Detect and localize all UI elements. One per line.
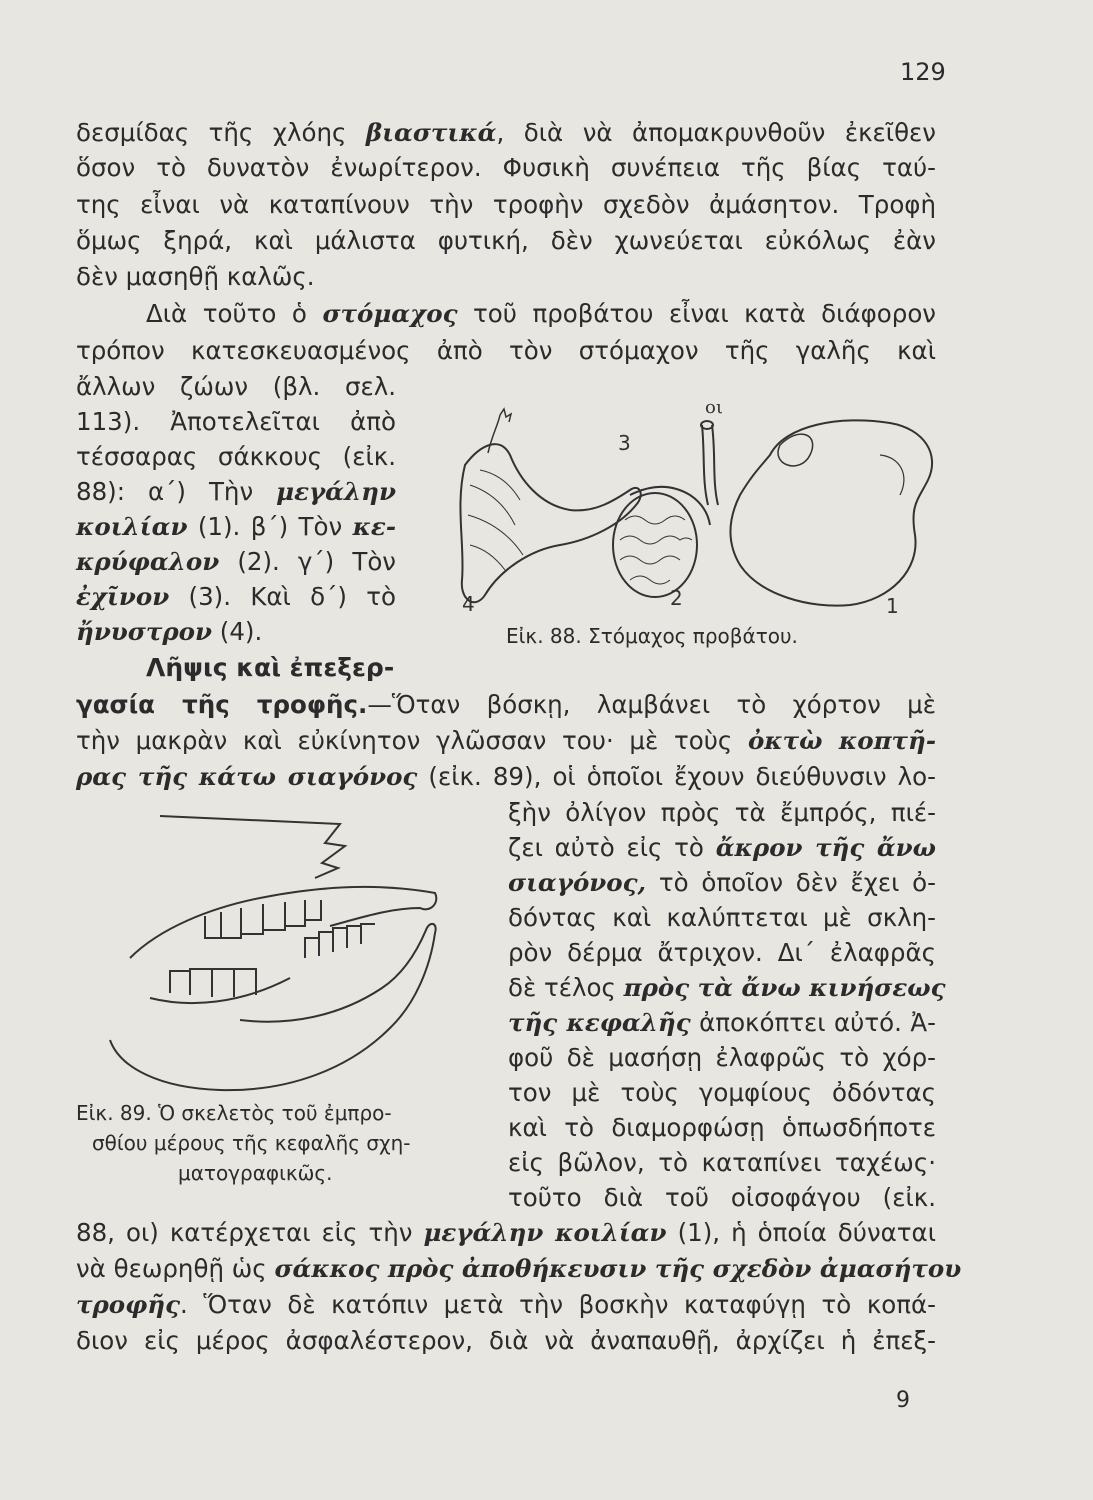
- text-line: ρας τῆς κάτω σιαγόνος (εἰκ. 89), οἱ ὁποῖοι ἔχουν διεύθυνσιν λο-: [76, 762, 936, 791]
- text-line: ξὴν ὀλίγον πρὸς τὰ ἔμπρός, πιέ-: [508, 798, 936, 827]
- text-line: φοῦ δὲ μασήσῃ ἐλαφρῶς τὸ χόρ-: [508, 1043, 936, 1072]
- signature-mark: 9: [896, 1388, 910, 1413]
- label-oi: οι: [705, 397, 723, 418]
- text-line: γασία τῆς τροφῆς.—Ὅταν βόσκῃ, λαμβάνει τὸ χόρτον μὲ: [76, 690, 936, 719]
- text-line: δεσμίδας τῆς χλόης βιαστικά, διὰ νὰ ἀπομακρυνθοῦν ἐκεῖθεν: [76, 118, 936, 147]
- text-line: ἐχῖνον (3). Καὶ δ΄) τὸ: [76, 582, 396, 611]
- text-line: της εἶναι νὰ καταπίνουν τὴν τροφὴν σχεδὸν ἀμάσητον. Τροφὴ: [76, 190, 936, 219]
- text-line: τέσσαρας σάκκους (εἰκ.: [76, 442, 396, 471]
- text-line: τὴν μακρὰν καὶ εὐκίνητον γλῶσσαν του· μὲ τοὺς ὀκτὼ κοπτῆ-: [76, 726, 937, 755]
- text-line: τοῦτο διὰ τοῦ οἰσοφάγου (εἰκ.: [508, 1183, 936, 1212]
- text-line: ὅμως ξηρά, καὶ μάλιστα φυτική, δὲν χωνεύεται εὐκόλως ἐὰν: [76, 226, 936, 255]
- text-line: δόντας καὶ καλύπτεται μὲ σκλη-: [508, 903, 936, 932]
- figure-89-caption-line1: Εἰκ. 89. Ὁ σκελετὸς τοῦ ἐμπρο-: [76, 1101, 392, 1125]
- label-2: 2: [670, 586, 683, 610]
- label-4: 4: [462, 592, 475, 616]
- text-line: ρὸν δέρμα ἄτριχον. Δι΄ ἐλαφρᾶς: [508, 938, 936, 967]
- text-line: δὲν μασηθῇ καλῶς.: [76, 262, 315, 291]
- text-line: ζει αὐτὸ εἰς τὸ ἄκρον τῆς ἄνω: [508, 833, 936, 862]
- text-line: νὰ θεωρηθῇ ὡς σάκκος πρὸς ἀποθήκευσιν τῆς σχεδὸν ἀμασήτου: [76, 1254, 962, 1283]
- text-line: διον εἰς μέρος ἀσφαλέστερον, διὰ νὰ ἀναπαυθῇ, ἀρχίζει ἡ ἐπεξ-: [76, 1326, 936, 1355]
- text-line: 113). Ἀποτελεῖται ἀπὸ: [76, 407, 396, 436]
- section-heading: Λῆψις καὶ ἐπεξερ-: [146, 653, 395, 682]
- text-line: Διὰ τοῦτο ὁ στόμαχος τοῦ προβάτου εἶναι κατὰ διάφορον: [146, 299, 936, 328]
- text-line: καὶ τὸ διαμορφώσῃ ὁπωσδήποτε: [508, 1113, 936, 1142]
- figure-88-caption: Εἰκ. 88. Στόμαχος προβάτου.: [506, 624, 798, 648]
- label-3: 3: [618, 431, 631, 455]
- text-line: ἤνυστρον (4).: [76, 617, 263, 646]
- text-line: 88, οι) κατέρχεται εἰς τὴν μεγάλην κοιλίαν (1), ἡ ὁποία δύναται: [76, 1218, 936, 1247]
- text-line: τον μὲ τοὺς γομφίους ὀδόντας: [508, 1078, 936, 1107]
- text-line: κρύφαλον (2). γ΄) Τὸν: [76, 547, 396, 576]
- text-line: τρόπον κατεσκευασμένος ἀπὸ τὸν στόμαχον τῆς γαλῆς καὶ: [76, 336, 936, 365]
- page-number: 129: [900, 58, 946, 86]
- text-line: κοιλίαν (1). β΄) Τὸν κε-: [76, 512, 396, 541]
- text-line: ὅσον τὸ δυνατὸν ἐνωρίτερον. Φυσικὴ συνέπεια τῆς βίας ταύ-: [76, 153, 936, 182]
- figure-89-caption-line2: σθίου μέρους τῆς κεφαλῆς σχη-: [92, 1131, 411, 1155]
- text-line: ἄλλων ζώων (βλ. σελ.: [76, 372, 396, 401]
- figure-88-stomach: [440, 395, 940, 635]
- text-line: δὲ τέλος πρὸς τὰ ἄνω κινήσεως: [508, 973, 946, 1002]
- text-line: 88): α΄) Τὴν μεγάλην: [76, 477, 396, 506]
- text-line: σιαγόνος, τὸ ὁποῖον δὲν ἔχει ὀ-: [508, 868, 936, 897]
- text-line: τῆς κεφαλῆς ἀποκόπτει αὐτό. Ἀ-: [508, 1008, 936, 1037]
- label-1: 1: [886, 594, 899, 618]
- text-line: εἰς βῶλον, τὸ καταπίνει ταχέως·: [508, 1148, 936, 1177]
- text-line: τροφῆς. Ὅταν δὲ κατόπιν μετὰ τὴν βοσκὴν καταφύγῃ τὸ κοπά-: [76, 1290, 936, 1319]
- figure-89-jaw: [90, 808, 450, 1098]
- figure-89-caption-line3: ματογραφικῶς.: [178, 1161, 333, 1185]
